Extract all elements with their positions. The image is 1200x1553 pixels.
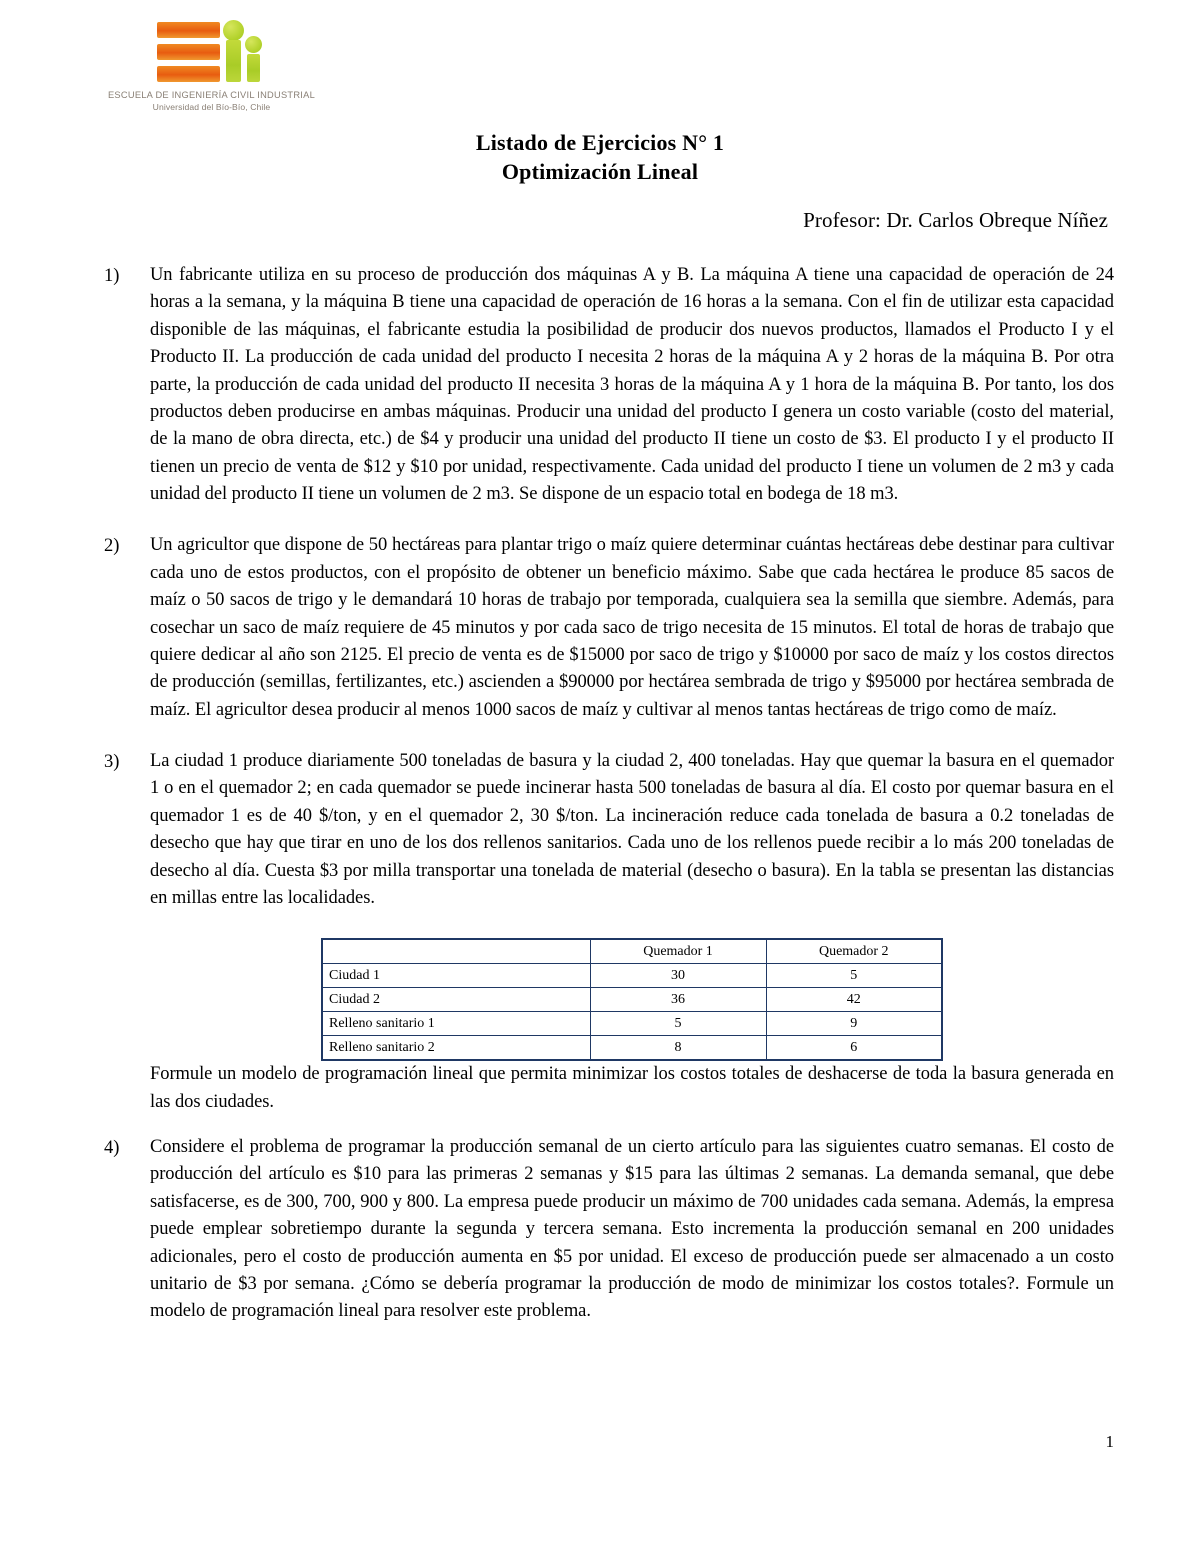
- logo-caption: [104, 89, 319, 113]
- logo-dot-2: [245, 36, 262, 53]
- table-cell-q2: 9: [766, 1012, 942, 1036]
- page-number: 1: [1105, 1432, 1114, 1451]
- table-row-label: Relleno sanitario 2: [322, 1036, 590, 1061]
- exercise-item-4: [104, 1134, 1114, 1326]
- table-row: [322, 988, 942, 1012]
- exercise-paragraph-2: Un agricultor que dispone de 50 hectáreas para plantar trigo o maíz quiere determinar cuántas hectáreas debe destinar para cultivar cada uno de estos productos, con el propósito de obtener un beneficio máximo. Sabe que cada hectárea le produce 85 sacos de maíz o 50 sacos de trigo y le demandará 10 horas de trabajo por temporada, cualquiera sea la semilla que siembre. Además, para cosechar un saco de maíz requiere de 45 minutos y por cada saco de trigo necesita de 15 minutos. El total de horas de trabajo que quiere dedicar al año son 2125. El precio de venta es de $15000 por saco de trigo y $10000 por saco de maíz y los costos directos de producción (semillas, fertilizantes, etc.) ascienden a $90000 por hectárea sembrada de trigo y $95000 por hectárea sembrada de maíz. El agricultor desea producir al menos 1000 sacos de maíz y cultivar al menos tantas hectáreas de trigo como de maíz.: [150, 535, 1114, 720]
- distance-table: [321, 938, 943, 1061]
- table-cell-q1: 36: [590, 988, 766, 1012]
- page-title: [0, 128, 1200, 186]
- title-line-2: Optimización Lineal: [501, 159, 699, 185]
- logo-stem-2: [247, 54, 260, 82]
- exercise-number-3: 3): [104, 752, 120, 772]
- distance-table-container: [150, 938, 1114, 1061]
- exercise-list: [104, 262, 1114, 1350]
- exercise-item-3: [104, 748, 1114, 1116]
- exercise-item-2: [104, 532, 1114, 724]
- table-row-label: Ciudad 2: [322, 988, 590, 1012]
- exercise-item-1: [104, 262, 1114, 508]
- logo-university-name: Universidad del Bío-Bío, Chile: [152, 101, 271, 112]
- table-cell-q2: 42: [766, 988, 942, 1012]
- title-line-1: Listado de Ejercicios N° 1: [475, 130, 725, 155]
- logo-bar-1: [157, 22, 220, 38]
- exercise-body-2: [150, 532, 1114, 724]
- table-cell-q1: 5: [590, 1012, 766, 1036]
- table-header-row: [322, 939, 942, 964]
- exercise-3-closing-paragraph: Formule un modelo de programación lineal que permita minimizar los costos totales de deshacerse de toda la basura generada en las dos ciudades.: [150, 1064, 1114, 1112]
- table-cell-q2: 6: [766, 1036, 942, 1061]
- exercise-body-3: [150, 748, 1114, 1116]
- logo-school-name: ESCUELA DE INGENIERÍA CIVIL INDUSTRIAL: [107, 90, 316, 100]
- exercise-number-1: 1): [104, 266, 120, 286]
- logo-dot-1: [223, 20, 244, 41]
- logo-bar-3: [157, 66, 220, 82]
- table-cell-q1: 30: [590, 964, 766, 988]
- exercise-number-2: 2): [104, 536, 120, 557]
- eii-logo-icon: [157, 18, 267, 86]
- table-row: [322, 1036, 942, 1061]
- table-row-label: Ciudad 1: [322, 964, 590, 988]
- table-row-label: Relleno sanitario 1: [322, 1012, 590, 1036]
- table-header-quemador-1: Quemador 1: [590, 939, 766, 964]
- table-cell-q1: 8: [590, 1036, 766, 1061]
- exercise-paragraph-1: Un fabricante utiliza en su proceso de producción dos máquinas A y B. La máquina A tiene una capacidad de operación de 24 horas a la semana, y la máquina B tiene una capacidad de operación de 16 horas a la semana. Con el fin de utilizar esta capacidad disponible de las máquinas, el fabricante estudia la posibilidad de producir dos nuevos productos, llamados el Producto I y el Producto II. La producción de cada unidad del producto I necesita 2 horas de la máquina A y 2 horas de la máquina B. Por otra parte, la producción de cada unidad del producto II necesita 3 horas de la máquina A y 1 hora de la máquina B. Por tanto, los dos productos deben producirse en ambas máquinas. Producir una unidad del producto I genera un costo variable (costo del material, de la mano de obra directa, etc.) de $4 y producir una unidad del producto II tiene un costo de $3. El producto I y el producto II tienen un precio de venta de $12 y $10 por unidad, respectivamente. Cada unidad del producto I tiene un volumen de 2 m3 y cada unidad del producto II tiene un volumen de 2 m3. Se dispone de un espacio total en bodega de 18 m3.: [150, 265, 1114, 504]
- exercise-paragraph-3: La ciudad 1 produce diariamente 500 toneladas de basura y la ciudad 2, 400 toneladas. Hay que quemar la basura en el quemador 1 o en el quemador 2; en cada quemador se puede incinerar hasta 500 toneladas de basura al día. El costo por quemar basura en el quemador 1 es de 40 $/ton, y en el quemador 2, 30 $/ton. La incineración reduce cada tonelada de basura a 0.2 toneladas de desecho que hay que tirar en uno de los dos rellenos sanitarios. Cada uno de los rellenos puede recibir a lo más 200 toneladas de desecho al día. Cuesta $3 por milla transportar una tonelada de material (desecho o basura). En la tabla se presentan las distancias en millas entre las localidades.: [150, 751, 1114, 908]
- table-header-blank: [322, 939, 590, 964]
- logo-bar-2: [157, 44, 220, 60]
- institution-logo: [104, 18, 319, 113]
- professor-line: Profesor: Dr. Carlos Obreque Níñez: [803, 208, 1108, 232]
- exercise-paragraph-4: Considere el problema de programar la producción semanal de un cierto artículo para las siguientes cuatro semanas. El costo de producción del artículo es $10 para las primeras 2 semanas y $15 para las últimas 2 semanas. La demanda semanal, que debe satisfacerse, es de 300, 700, 900 y 800. La empresa puede producir un máximo de 700 unidades cada semana. Además, la empresa puede emplear sobretiempo durante la segunda y tercera semana. Esto incrementa la producción semanal en 200 unidades adicionales, pero el costo de producción aumenta en $5 por unidad. El exceso de producción puede ser almacenado a un costo unitario de $3 por semana. ¿Cómo se debería programar la producción de modo de minimizar los costos totales?. Formule un modelo de programación lineal para resolver este problema.: [150, 1137, 1114, 1322]
- exercise-body-4: [150, 1134, 1114, 1326]
- exercise-number-4: 4): [104, 1138, 120, 1158]
- logo-stem-1: [226, 40, 241, 82]
- table-header-quemador-2: Quemador 2: [766, 939, 942, 964]
- table-row: [322, 964, 942, 988]
- table-cell-q2: 5: [766, 964, 942, 988]
- table-row: [322, 1012, 942, 1036]
- exercise-body-1: [150, 262, 1114, 508]
